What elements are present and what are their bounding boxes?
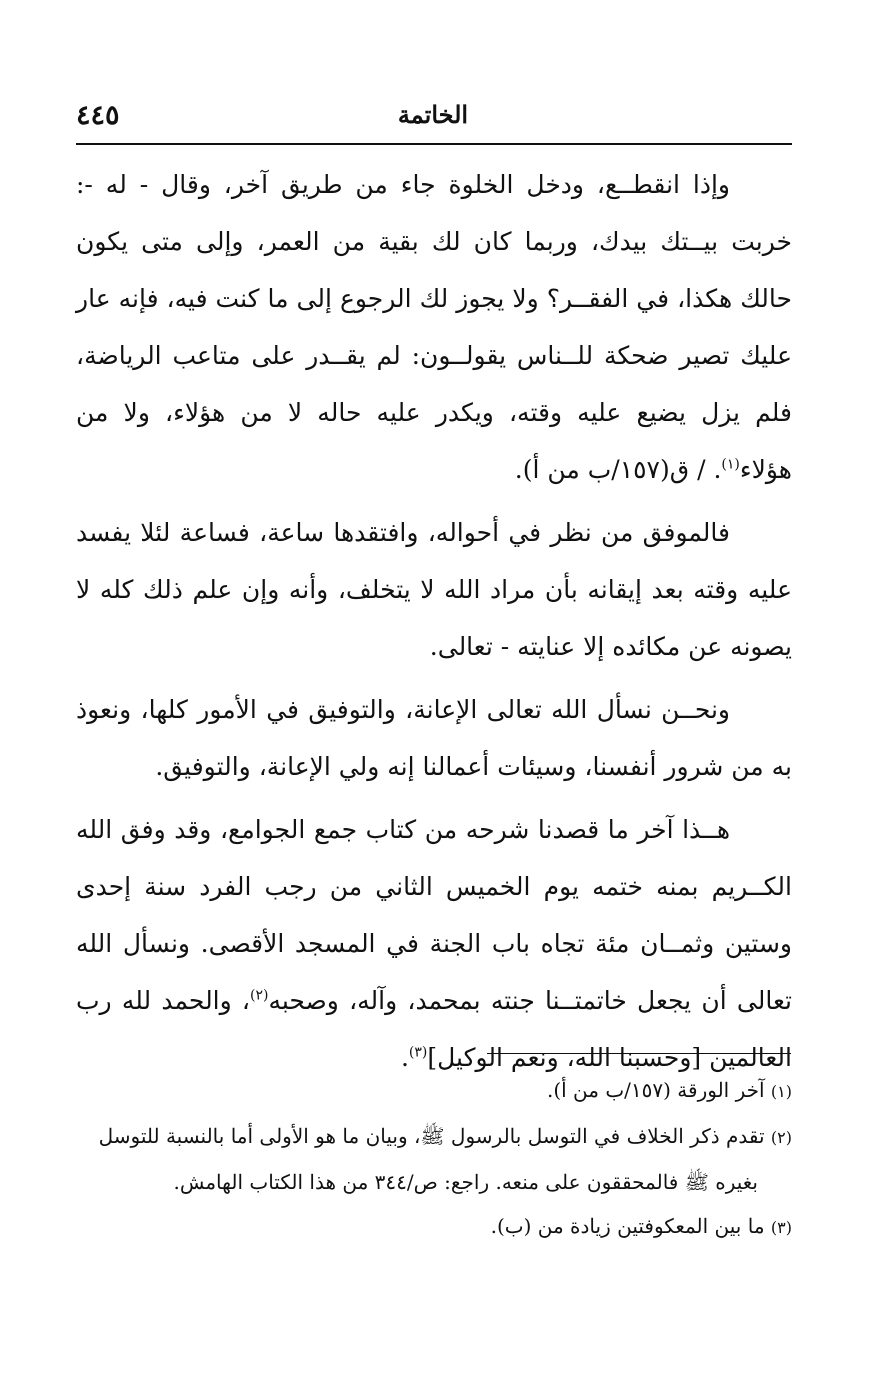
footnote-2 (76, 1114, 792, 1160)
paragraph-4-text: هــذا آخر ما قصدنا شرحه من كتاب جمع الجوامع، وقد وفق الله الكــريم بمنه ختمه يوم الخميس الثاني من رجب الفرد سنة إحدى وستين وثمــان مئة تجاه باب الجنة في المسجد الأقصى. ونسأل الله تعالى أن يجعل خاتمتــنا جنته بمحمد، وآله، وصحبه (76, 815, 792, 1015)
footnote-1-marker: (١) (770, 1082, 792, 1101)
footnote-2-text: تقدم ذكر الخلاف في التوسل بالرسول ﷺ، وبيان ما هو الأولى أما بالنسبة للتوسل (98, 1124, 765, 1148)
paragraph-2: فالموفق من نظر في أحواله، وافتقدها ساعة، فساعة لئلا يفسد عليه وقته بعد إيقانه بأن مراد الله لا يتخلف، وأنه وإن علم ذلك كله لا يصونه عن مكائده إلا عنايته - تعالى. (76, 518, 792, 661)
footnote-1-text: آخر الورقة (١٥٧/ب من أ). (546, 1078, 765, 1102)
footnote-ref-2: (٢) (250, 987, 269, 1004)
footnote-3-marker: (٣) (770, 1218, 792, 1237)
running-title: الخاتمة (397, 100, 469, 129)
footnote-3 (76, 1204, 792, 1250)
paragraph-4 (76, 801, 792, 1086)
footnote-ref-3: (٣) (408, 1044, 428, 1061)
footnote-3-text: ما بين المعكوفتين زيادة من (ب). (490, 1214, 765, 1238)
paragraph-4-middle: ، والحمد لله رب العالمين [وحسبنا الله، ونعم الوكيل] (76, 986, 792, 1072)
paragraph-1-tail: . / ق(١٥٧/ب من أ). (514, 455, 722, 484)
footnote-separator (487, 1053, 791, 1054)
footnote-1 (76, 1068, 792, 1114)
main-text (76, 156, 792, 1092)
footnote-2-marker: (٢) (770, 1128, 792, 1147)
paragraph-4-end: . (400, 1043, 409, 1072)
paragraph-1 (76, 156, 792, 498)
page-number: ٤٤٥ (76, 100, 120, 131)
paragraph-3: ونحــن نسأل الله تعالى الإعانة، والتوفيق في الأمور كلها، ونعوذ به من شرور أنفسنا، وسيئات أعمالنا إنه ولي الإعانة، والتوفيق. (76, 695, 792, 781)
footnote-2-continuation: بغيره ﷺ فالمحققون على منعه. راجع: ص/٣٤٤ من هذا الكتاب الهامش. (173, 1170, 758, 1194)
page-header (76, 96, 790, 136)
footnote-ref-1: (١) (721, 456, 740, 473)
header-rule (76, 143, 792, 145)
footnotes (76, 1068, 792, 1250)
paragraph-1-text: وإذا انقطــع، ودخل الخلوة جاء من طريق آخر، وقال - له -: خربت بيــتك بيدك، وربما كان لك بقية من العمر، وإلى متى يكون حالك هكذا، في الفقــر؟ ولا يجوز لك الرجوع إلى ما كنت فيه، فإنه عار عليك تصير ضحكة للــناس يقولــون: لم يقــدر على متاعب الرياضة، فلم يزل يضيع عليه وقته، ويكدر عليه حاله لا من هؤلاء، ولا من هؤلاء (76, 170, 792, 484)
